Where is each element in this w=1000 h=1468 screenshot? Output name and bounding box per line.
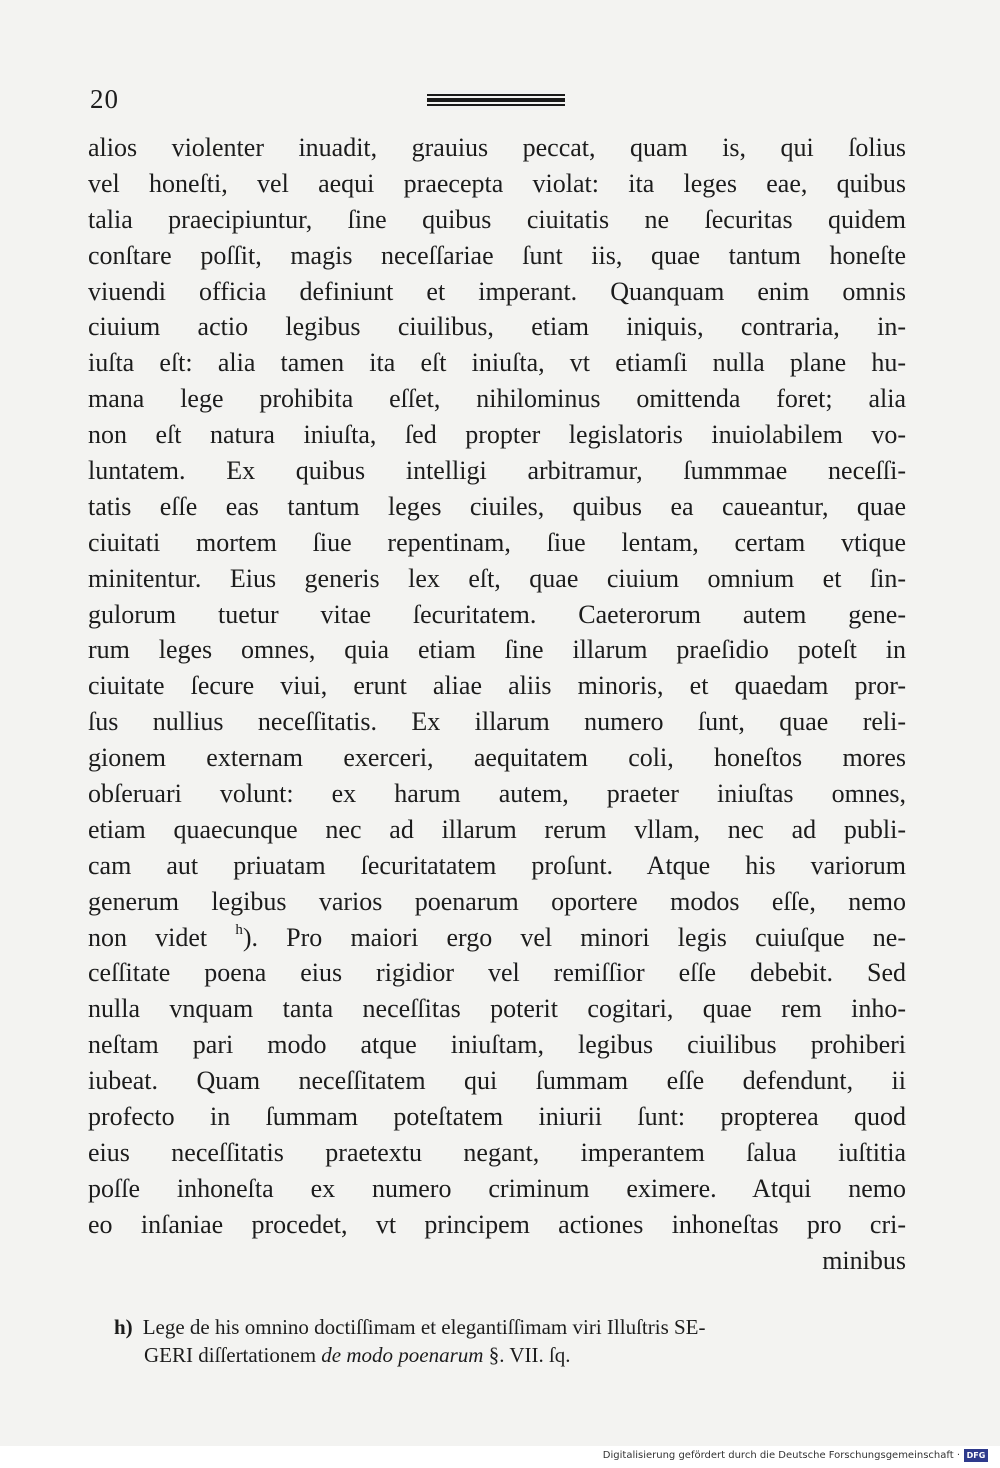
text-line: obſeruari volunt: ex harum autem, praeter iniuſtas omnes,	[88, 779, 906, 809]
text-line: neſtam pari modo atque iniuſtam, legibus ciuilibus prohiberi	[88, 1030, 906, 1060]
text-line: profecto in ſummam poteſtatem iniurii ſunt: propterea quod	[88, 1102, 906, 1132]
text-line: nulla vnquam tanta neceſſitas poterit cogitari, quae rem inho-	[88, 994, 906, 1024]
footnote-text: GERI diſſertationem	[144, 1343, 317, 1367]
text-line: etiam quaecunque nec ad illarum rerum vllam, nec ad publi-	[88, 814, 906, 844]
text-line: gulorum tuetur vitae ſecuritatem. Caeterorum autem gene-	[88, 599, 906, 629]
footnote-text: §. VII. ſq.	[488, 1343, 571, 1367]
text-line: iuſta eſt: alia tamen ita eſt iniuſta, vt etiamſi nulla plane hu-	[88, 348, 906, 378]
funding-credit: Digitalisierung gefördert durch die Deutsche Forschungsgemeinschaft ·	[602, 1450, 960, 1461]
text-line-with-footnote-ref	[88, 920, 906, 956]
text-line: alios violenter inuadit, grauius peccat, quam is, qui ſolius	[88, 133, 906, 162]
text-line: conſtare poſſit, magis neceſſariae ſunt iis, quae tantum honeſte	[88, 240, 906, 270]
rule-line-bottom	[427, 104, 565, 106]
text-line: eo inſaniae procedet, vt principem actiones inhoneſtas pro cri-	[88, 1209, 906, 1239]
footnote-line	[114, 1341, 906, 1369]
text-line: tatis eſſe eas tantum leges ciuiles, quibus ea caueantur, quae	[88, 491, 906, 521]
text-segment: ). Pro maiori ergo vel minori legis cuiuſque ne-	[242, 922, 906, 952]
dfg-logo-icon: DFG	[964, 1449, 988, 1462]
text-line: ciuitate ſecure viui, erunt aliae aliis minoris, et quaedam pror-	[88, 671, 906, 701]
text-line: ciuium actio legibus ciuilibus, etiam iniquis, contraria, in-	[88, 312, 906, 342]
text-line: talia praecipiuntur, ſine quibus ciuitatis ne ſecuritas quidem	[88, 204, 906, 234]
text-line: generum legibus varios poenarum oportere modos eſſe, nemo	[88, 886, 906, 916]
text-line: luntatem. Ex quibus intelligi arbitramur, ſummmae neceſſi-	[88, 456, 906, 486]
footnote-reference-marker: h	[235, 921, 243, 938]
text-line: eius neceſſitatis praetextu negant, imperantem ſalua iuſtitia	[88, 1137, 906, 1167]
text-line: ciuitati mortem ſiue repentinam, ſiue lentam, certam vtique	[88, 527, 906, 557]
rule-line-top	[427, 94, 565, 96]
text-line: non eſt natura iniuſta, ſed propter legislatoris inuiolabilem vo-	[88, 420, 906, 450]
text-line: ceſſitate poena eius rigidior vel remiſſior eſſe debebit. Sed	[88, 958, 906, 988]
text-line: viuendi officia definiunt et imperant. Quanquam enim omnis	[88, 276, 906, 306]
header-ornament-rule	[427, 94, 565, 108]
text-line: rum leges omnes, quia etiam ſine illarum praeſidio poteſt in	[88, 635, 906, 665]
footnote-label: h)	[114, 1315, 133, 1339]
text-line: minitentur. Eius generis lex eſt, quae ciuium omnium et ſin-	[88, 563, 906, 593]
text-segment: non videt	[88, 922, 208, 952]
text-line: cam aut priuatam ſecuritatatem proſunt. Atque his variorum	[88, 850, 906, 880]
text-line: iubeat. Quam neceſſitatem qui ſummam eſſe defendunt, ii	[88, 1066, 906, 1096]
text-line: vel honeſti, vel aequi praecepta violat: ita leges eae, quibus	[88, 168, 906, 198]
text-line: poſſe inhoneſta ex numero criminum eximere. Atqui nemo	[88, 1173, 906, 1203]
page-number: 20	[90, 84, 119, 114]
body-text	[88, 130, 906, 1279]
text-line: ſus nullius neceſſitatis. Ex illarum numero ſunt, quae reli-	[88, 707, 906, 737]
footnote-line	[114, 1313, 906, 1341]
footnote-italic-title: de modo poenarum	[321, 1343, 484, 1367]
catchword: minibus	[822, 1245, 906, 1275]
rule-line-middle	[427, 98, 565, 102]
text-line: gionem externam exerceri, aequitatem coli, honeſtos mores	[88, 743, 906, 773]
text-line: mana lege prohibita eſſet, nihilominus omittenda foret; alia	[88, 384, 906, 414]
footnote-text: Lege de his omnino doctiſſimam et elegantiſſimam viri Illuſtris SE-	[142, 1315, 706, 1339]
footnote	[114, 1313, 906, 1369]
